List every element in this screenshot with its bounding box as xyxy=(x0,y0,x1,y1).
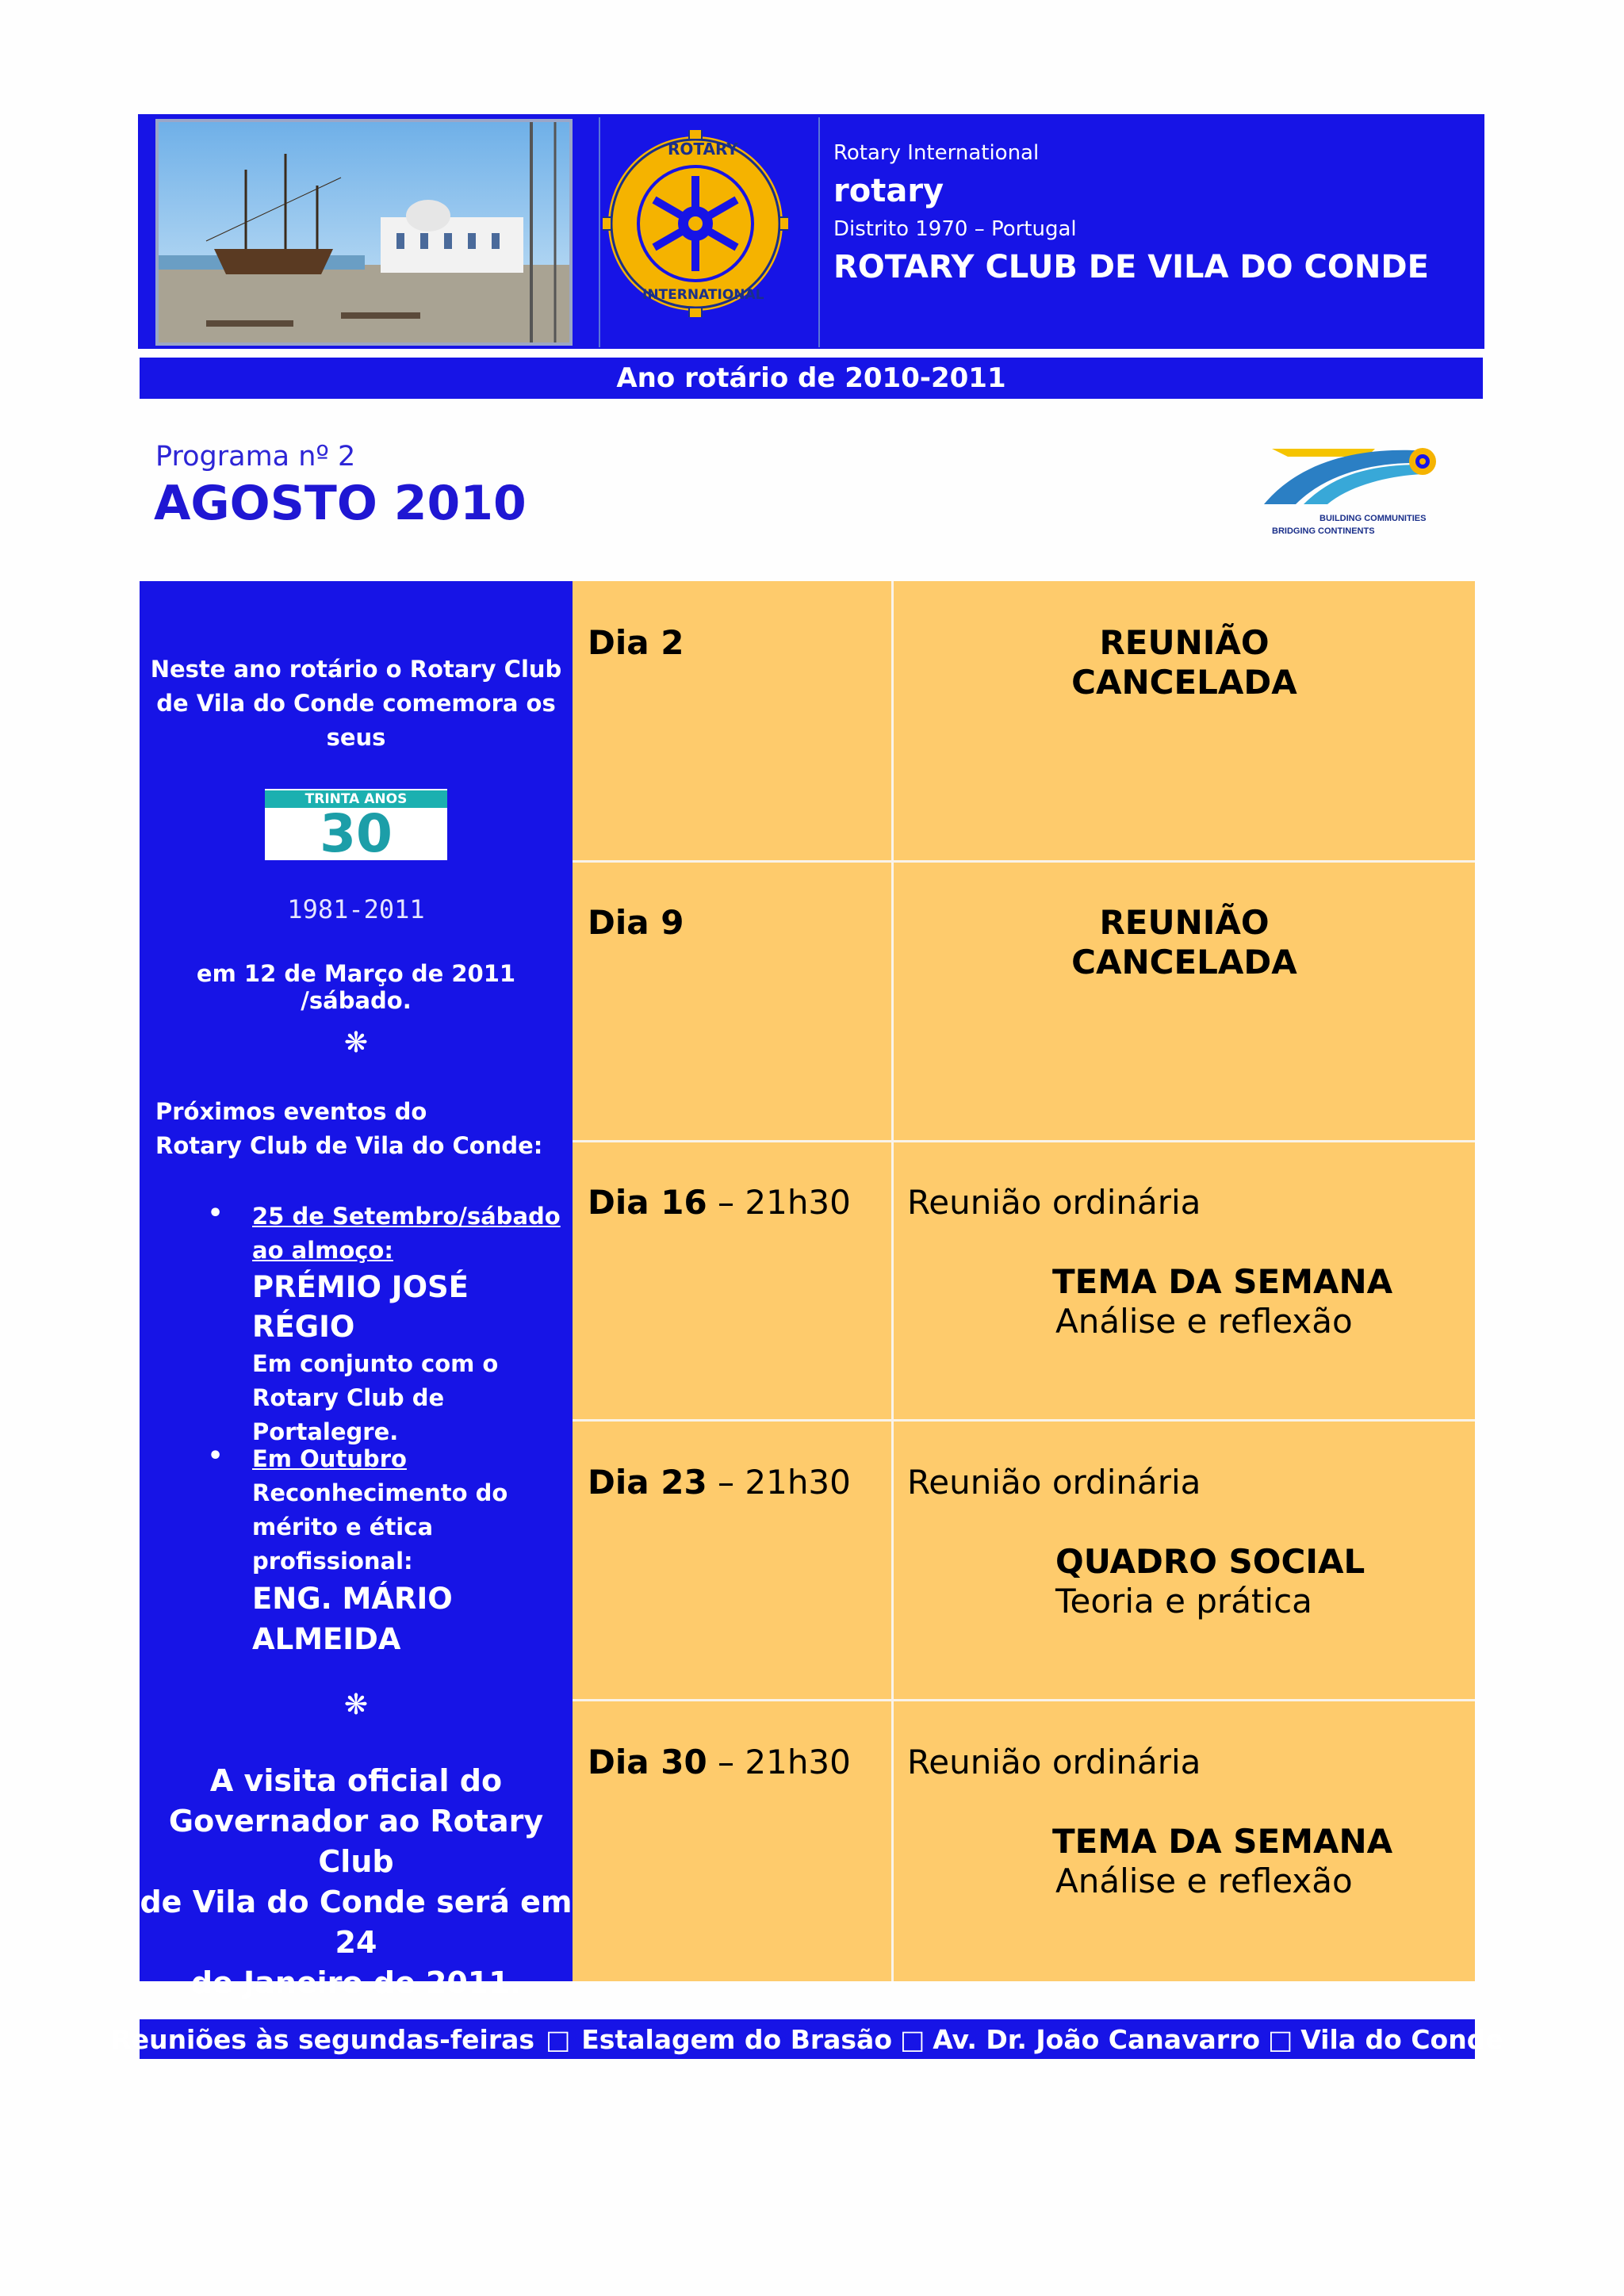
schedule-row-day: Dia 2 xyxy=(588,623,684,662)
schedule-row-day: Dia 9 xyxy=(588,903,684,942)
column-divider xyxy=(891,581,894,1981)
row-divider xyxy=(573,1699,1475,1701)
schedule-row-day: Dia 23 – 21h30 xyxy=(588,1463,851,1502)
row-divider xyxy=(573,860,1475,863)
program-number: Programa nº 2 xyxy=(155,441,356,473)
schedule-row-type: Reunião ordinária xyxy=(907,1183,1201,1222)
separator-icon: ❋ xyxy=(343,1027,369,1059)
schedule-row-topic: TEMA DA SEMANA xyxy=(1052,1822,1393,1861)
schedule-row-subtopic: Análise e reflexão xyxy=(1055,1862,1353,1900)
schedule-row-subtopic: Análise e reflexão xyxy=(1055,1302,1353,1341)
schedule-row-subtopic: Teoria e prática xyxy=(1055,1582,1312,1621)
rotary-wheel-icon xyxy=(603,130,788,317)
left-info-panel xyxy=(140,581,573,2000)
district-name: Distrito 1970 – Portugal xyxy=(833,217,1077,241)
event-1: 25 de Setembro/sábado ao almoço: PRÉMIO JOSÉ RÉGIO Em conjunto com o Rotary Club de Portalegre. xyxy=(252,1203,561,1445)
brand-name: rotary xyxy=(833,173,944,209)
separator-box-icon: □ xyxy=(900,2023,925,2055)
schedule-row-status: REUNIÃO CANCELADA xyxy=(1071,623,1297,702)
schedule-row-type: Reunião ordinária xyxy=(907,1743,1201,1781)
header-divider xyxy=(599,117,600,347)
org-name: Rotary International xyxy=(833,141,1040,165)
separator-box-icon: □ xyxy=(546,2023,571,2055)
harbour-photo xyxy=(155,119,573,346)
thirty-years-badge: TRINTA ANOS 30 xyxy=(265,789,447,860)
separator-icon: ❋ xyxy=(343,1689,369,1721)
separator-box-icon: □ xyxy=(1268,2023,1293,2055)
wheel-bottom-text: INTERNATIONAL xyxy=(642,287,764,303)
governor-visit: A visita oficial do Governador ao Rotary Club de Vila do Conde será em 24 de Janeiro de 2011. xyxy=(140,1763,573,2000)
anniversary-date: em 12 de Março de 2011 /sábado. xyxy=(196,960,516,1014)
wheel-top-text: ROTARY xyxy=(668,140,738,159)
program-title: AGOSTO 2010 xyxy=(154,476,527,531)
schedule-row-topic: QUADRO SOCIAL xyxy=(1055,1542,1365,1581)
anniversary-years: 1981-2011 xyxy=(287,894,425,924)
theme-logo-line2: BRIDGING CONTINENTS xyxy=(1272,526,1375,536)
schedule-row-status: REUNIÃO CANCELADA xyxy=(1071,903,1297,982)
schedule-row-topic: TEMA DA SEMANA xyxy=(1052,1262,1393,1301)
meeting-info-footer: Reuniões às segundas-feiras □ Estalagem do Brasão □ Av. Dr. João Canavarro □ Vila do Conde xyxy=(140,2019,1475,2059)
theme-logo xyxy=(1256,441,1462,541)
event-2: Em Outubro Reconhecimento do mérito e ética profissional: ENG. MÁRIO ALMEIDA xyxy=(252,1445,508,1656)
theme-logo-line1: BUILDING COMMUNITIES xyxy=(1320,514,1427,523)
row-divider xyxy=(573,1140,1475,1142)
events-heading: Próximos eventos do Rotary Club de Vila do Conde: xyxy=(155,1098,543,1159)
bullet-icon: • xyxy=(208,1442,224,1470)
club-name: ROTARY CLUB DE VILA DO CONDE xyxy=(833,249,1429,285)
intro-text: Neste ano rotário o Rotary Club de Vila do Conde comemora os seus xyxy=(150,656,562,751)
rotary-year-bar: Ano rotário de 2010-2011 xyxy=(140,358,1483,399)
row-divider xyxy=(573,1419,1475,1422)
bullet-icon: • xyxy=(208,1200,224,1227)
schedule-row-type: Reunião ordinária xyxy=(907,1463,1201,1502)
schedule-row-day: Dia 30 – 21h30 xyxy=(588,1743,851,1781)
schedule-row-day: Dia 16 – 21h30 xyxy=(588,1183,851,1222)
header-divider xyxy=(818,117,820,347)
